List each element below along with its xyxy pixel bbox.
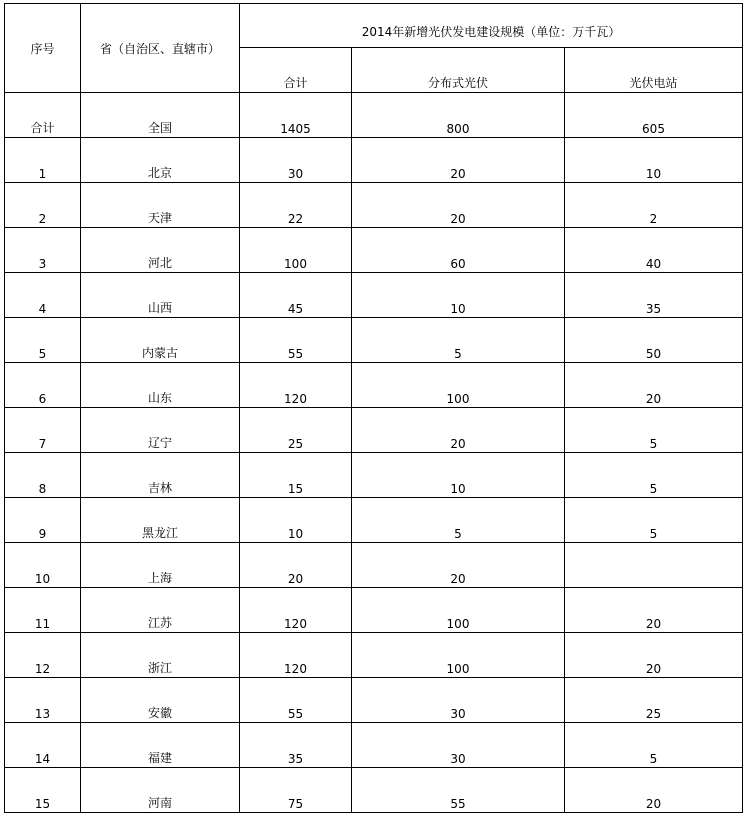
- row-total: 30: [240, 138, 352, 183]
- row-no: 7: [5, 408, 81, 453]
- table-row: [5, 633, 743, 678]
- row-no: 5: [5, 318, 81, 363]
- row-province: 上海: [81, 543, 240, 588]
- table-row: [5, 273, 743, 318]
- row-distributed: 100: [352, 633, 565, 678]
- row-distributed: 30: [352, 723, 565, 768]
- row-distributed: 20: [352, 138, 565, 183]
- table-row: [5, 678, 743, 723]
- summary-total: 1405: [240, 93, 352, 138]
- table-row: [5, 453, 743, 498]
- row-distributed: 60: [352, 228, 565, 273]
- summary-row: [5, 93, 743, 138]
- table-row: [5, 588, 743, 633]
- row-province: 吉林: [81, 453, 240, 498]
- row-station: 25: [565, 678, 743, 723]
- table-row: [5, 318, 743, 363]
- row-province: 浙江: [81, 633, 240, 678]
- row-station: 10: [565, 138, 743, 183]
- row-no: 3: [5, 228, 81, 273]
- row-station: 5: [565, 498, 743, 543]
- row-province: 安徽: [81, 678, 240, 723]
- row-total: 22: [240, 183, 352, 228]
- header-total: 合计: [240, 48, 352, 93]
- table-row: [5, 228, 743, 273]
- row-province: 江苏: [81, 588, 240, 633]
- row-no: 2: [5, 183, 81, 228]
- row-station: 20: [565, 768, 743, 813]
- row-no: 13: [5, 678, 81, 723]
- row-station: [565, 543, 743, 588]
- row-distributed: 20: [352, 183, 565, 228]
- row-no: 1: [5, 138, 81, 183]
- row-station: 35: [565, 273, 743, 318]
- row-total: 10: [240, 498, 352, 543]
- row-total: 45: [240, 273, 352, 318]
- row-no: 15: [5, 768, 81, 813]
- row-no: 8: [5, 453, 81, 498]
- row-distributed: 10: [352, 453, 565, 498]
- table-row: [5, 498, 743, 543]
- row-total: 120: [240, 588, 352, 633]
- row-station: 20: [565, 588, 743, 633]
- table-row: [5, 183, 743, 228]
- row-total: 100: [240, 228, 352, 273]
- row-total: 25: [240, 408, 352, 453]
- header-no: 序号: [5, 4, 81, 93]
- summary-no: 合计: [5, 93, 81, 138]
- row-province: 辽宁: [81, 408, 240, 453]
- row-station: 20: [565, 363, 743, 408]
- row-distributed: 20: [352, 408, 565, 453]
- row-province: 山东: [81, 363, 240, 408]
- row-province: 福建: [81, 723, 240, 768]
- row-distributed: 30: [352, 678, 565, 723]
- row-no: 10: [5, 543, 81, 588]
- header-group-title: 2014年新增光伏发电建设规模（单位：万千瓦）: [240, 4, 743, 48]
- pv-capacity-table: [4, 3, 743, 813]
- row-station: 5: [565, 723, 743, 768]
- row-no: 6: [5, 363, 81, 408]
- row-total: 120: [240, 633, 352, 678]
- row-no: 11: [5, 588, 81, 633]
- row-distributed: 10: [352, 273, 565, 318]
- row-province: 河北: [81, 228, 240, 273]
- table-row: [5, 768, 743, 813]
- row-station: 20: [565, 633, 743, 678]
- summary-province: 全国: [81, 93, 240, 138]
- row-station: 5: [565, 408, 743, 453]
- row-total: 75: [240, 768, 352, 813]
- header-province: 省（自治区、直辖市）: [81, 4, 240, 93]
- row-no: 14: [5, 723, 81, 768]
- row-distributed: 100: [352, 363, 565, 408]
- row-no: 4: [5, 273, 81, 318]
- header-row-1: [5, 4, 743, 48]
- header-distributed: 分布式光伏: [352, 48, 565, 93]
- row-station: 50: [565, 318, 743, 363]
- row-total: 15: [240, 453, 352, 498]
- row-distributed: 5: [352, 498, 565, 543]
- row-total: 20: [240, 543, 352, 588]
- row-distributed: 5: [352, 318, 565, 363]
- row-station: 2: [565, 183, 743, 228]
- summary-station: 605: [565, 93, 743, 138]
- table-row: [5, 543, 743, 588]
- row-station: 5: [565, 453, 743, 498]
- row-province: 河南: [81, 768, 240, 813]
- row-total: 35: [240, 723, 352, 768]
- row-distributed: 55: [352, 768, 565, 813]
- row-total: 120: [240, 363, 352, 408]
- table-row: [5, 723, 743, 768]
- table-body: [5, 4, 743, 813]
- row-province: 黑龙江: [81, 498, 240, 543]
- row-no: 12: [5, 633, 81, 678]
- row-no: 9: [5, 498, 81, 543]
- row-total: 55: [240, 678, 352, 723]
- summary-distributed: 800: [352, 93, 565, 138]
- table-row: [5, 408, 743, 453]
- row-total: 55: [240, 318, 352, 363]
- row-station: 40: [565, 228, 743, 273]
- table-row: [5, 138, 743, 183]
- table-row: [5, 363, 743, 408]
- row-distributed: 20: [352, 543, 565, 588]
- row-province: 天津: [81, 183, 240, 228]
- row-province: 北京: [81, 138, 240, 183]
- row-province: 内蒙古: [81, 318, 240, 363]
- row-province: 山西: [81, 273, 240, 318]
- row-distributed: 100: [352, 588, 565, 633]
- header-station: 光伏电站: [565, 48, 743, 93]
